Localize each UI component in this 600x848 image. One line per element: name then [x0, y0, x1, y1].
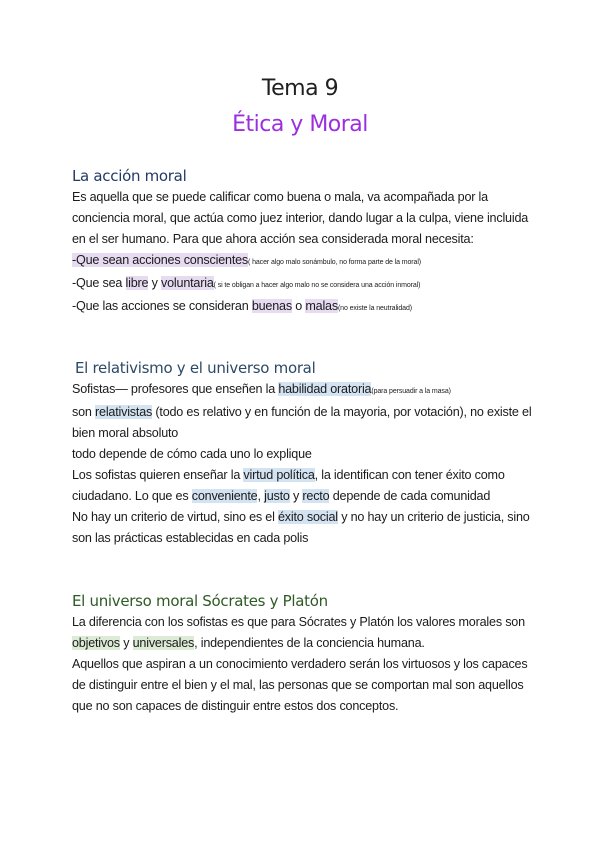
- highlight: buenas: [251, 299, 292, 313]
- note: (no existe la neutralidad): [337, 305, 412, 312]
- text: o: [291, 299, 306, 313]
- text: y: [148, 276, 162, 290]
- paragraph: Es aquella que se puede calificar como buena o mala, va acompañada por la conciencia moral, que actúa como juez interior, dando lugar a la culpa, viene incluida en el ser humano. Para que ahora acción sea considerada moral necesita:: [72, 190, 529, 246]
- paragraph: [72, 612, 542, 654]
- text: son: [72, 405, 96, 419]
- highlight: -Que sean acciones conscientes: [72, 253, 249, 267]
- highlight: universales: [132, 636, 195, 650]
- highlight: malas: [305, 299, 338, 313]
- text: y: [119, 636, 133, 650]
- highlight: libre: [125, 276, 149, 290]
- text: -Que sea: [72, 276, 126, 290]
- list-item: [72, 250, 542, 273]
- section-heading: El relativismo y el universo moral: [75, 359, 316, 377]
- text: -Que las acciones se consideran: [72, 299, 252, 313]
- text: La diferencia con los sofistas es que para Sócrates y Platón los valores morales son: [72, 615, 525, 629]
- highlight: habilidad oratoria: [278, 382, 372, 396]
- highlight: virtud política: [243, 468, 315, 482]
- page-subtitle: Ética y Moral: [232, 112, 368, 137]
- text: , independientes de la conciencia humana.: [194, 636, 425, 650]
- list-item: [72, 273, 542, 296]
- page-title: Tema 9: [261, 76, 339, 101]
- note: ( hacer algo malo sonámbulo, no forma parte de la moral): [248, 259, 422, 266]
- section-relativismo: [72, 358, 542, 549]
- text: ,: [257, 489, 265, 503]
- note: (para persuadir a la masa): [371, 388, 451, 395]
- text: , la identifican con tener éxito como ciudadano. Lo que es: [72, 468, 505, 503]
- paragraph: [72, 507, 542, 549]
- text: (todo es relativo y en función de la mayoria, por votación), no existe el bien moral absoluto: [72, 405, 532, 440]
- highlight: objetivos: [72, 636, 120, 650]
- text: No hay un criterio de virtud, sino es el: [72, 510, 278, 524]
- highlight: voluntaria: [161, 276, 214, 290]
- highlight: justo: [264, 489, 290, 503]
- paragraph: [72, 379, 542, 402]
- highlight: recto: [302, 489, 330, 503]
- paragraph: todo depende de cómo cada uno lo explique: [72, 447, 312, 461]
- text: Sofistas— profesores que enseñen la: [72, 382, 279, 396]
- section-heading: La acción moral: [72, 167, 187, 185]
- text: y no hay un criterio de justicia, sino son las prácticas establecidas en cada polis: [72, 510, 530, 545]
- highlight: conveniente: [191, 489, 258, 503]
- highlight: relativistas: [95, 405, 153, 419]
- section-accion-moral: [72, 166, 542, 319]
- highlight: éxito social: [278, 510, 338, 524]
- paragraph: [72, 402, 542, 444]
- text: depende de cada comunidad: [329, 489, 491, 503]
- paragraph: [72, 465, 542, 507]
- text: Los sofistas quieren enseñar la: [72, 468, 244, 482]
- text: y: [289, 489, 303, 503]
- section-heading: El universo moral Sócrates y Platón: [72, 592, 328, 610]
- paragraph: Aquellos que aspiran a un conocimiento verdadero serán los virtuosos y los capaces de distinguir entre el bien y el mal, las personas que se comportan mal son aquellos que no son capaces de distinguir entre estos dos conceptos.: [72, 657, 528, 713]
- note: ( si te obligan a hacer algo malo no se considera una acción inmoral): [213, 282, 421, 289]
- section-socrates-platon: [72, 591, 542, 717]
- list-item: [72, 296, 542, 319]
